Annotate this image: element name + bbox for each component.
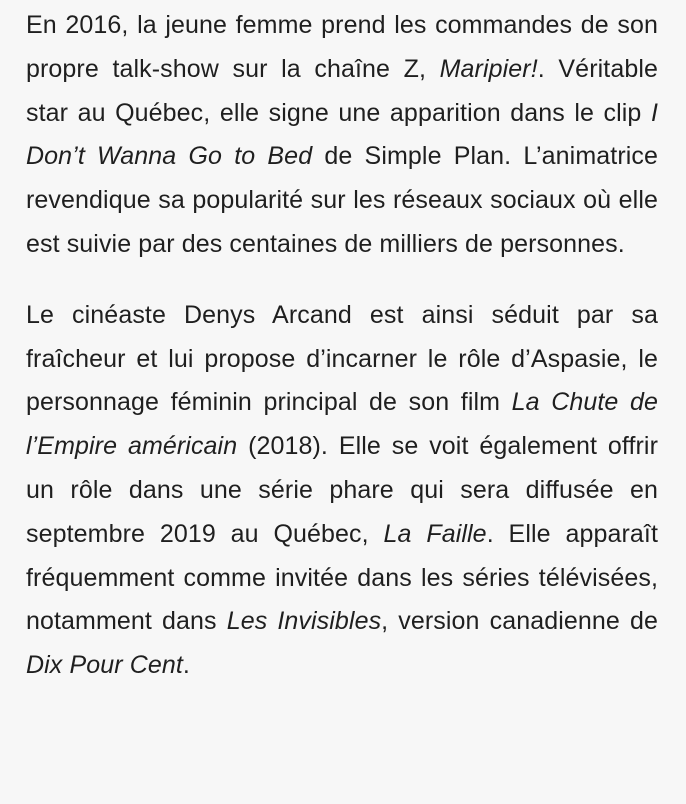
text-run: . Elle apparaît fréquemment comme invitée dans les séries télévisées, notamment dans: [26, 519, 658, 636]
series-title: La Faille: [383, 519, 487, 548]
text-run: de Simple Plan. L’animatrice revendique sa popularité sur les réseaux sociaux où elle est suivie par des centaines de milliers de personnes.: [26, 142, 658, 258]
text-run: (2018). Elle se voit également offrir un rôle dans une série phare qui sera diffusée en septembre 2019 au Québec,: [26, 432, 658, 548]
article-body: [26, 4, 658, 688]
show-title: Maripier!: [439, 54, 538, 83]
paragraph-2: [26, 294, 658, 688]
clip-title: I Don’t Wanna Go to Bed: [26, 98, 658, 171]
series-title-invisibles: Les Invisibles: [226, 607, 382, 636]
series-title-dix-pour-cent: Dix Pour Cent: [26, 651, 183, 680]
text-run: En 2016, la jeune femme prend les commandes de son propre talk-show sur la chaîne Z,: [26, 11, 658, 83]
text-run: .: [182, 651, 190, 680]
paragraph-1: [26, 4, 658, 267]
text-run: . Véritable star au Québec, elle signe une apparition dans le clip: [26, 54, 658, 127]
text-run: , version canadienne de: [381, 607, 658, 636]
text-run: Le cinéaste Denys Arcand est ainsi séduit par sa fraîcheur et lui propose d’incarner le rôle d’Aspasie, le personnage féminin principal de son film: [26, 300, 658, 417]
film-title: La Chute de l’Empire américain: [26, 388, 658, 461]
